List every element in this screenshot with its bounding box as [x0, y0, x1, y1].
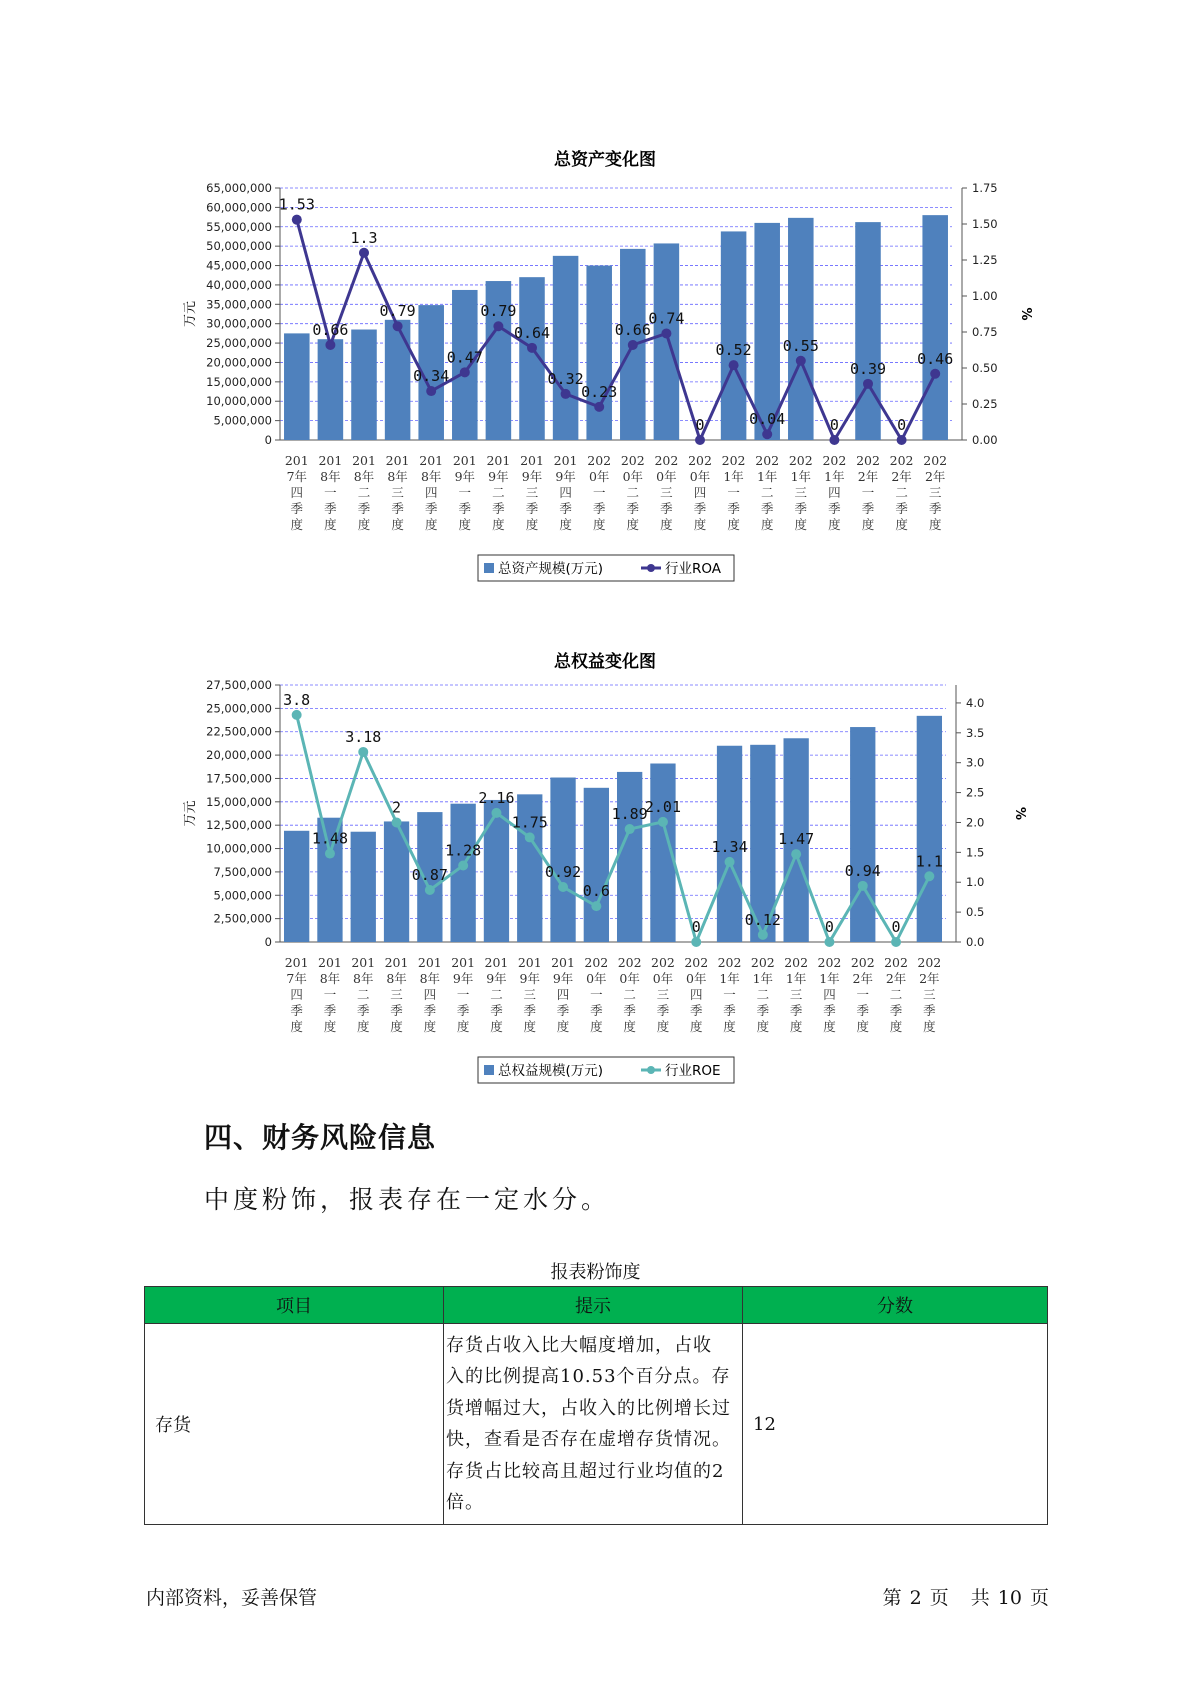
line-point: [628, 340, 638, 350]
page-prefix: 第: [882, 1587, 902, 1609]
x-tick-label: 202 0年四季度: [688, 453, 712, 532]
line-point: [762, 429, 772, 439]
x-tick-label: 201 9年三季度: [520, 453, 544, 532]
line-point: [729, 360, 739, 370]
line-point: [558, 882, 568, 892]
x-tick-label: 201 7年四季度: [284, 955, 309, 1034]
total-assets-chart: [0, 140, 1191, 590]
y2-tick-label: 2.5: [966, 785, 985, 800]
line-point: [325, 340, 335, 350]
page-total: 10: [997, 1587, 1022, 1609]
line-point: [796, 356, 806, 366]
chart-title: 总权益变化图: [554, 652, 656, 672]
bar: [922, 215, 948, 440]
y2-tick-label: 0.00: [972, 433, 998, 447]
y-tick-label: 0: [264, 935, 272, 949]
y2-tick-label: 3.5: [966, 725, 985, 740]
table-row: [145, 1324, 1048, 1525]
x-tick-label: 201 8年三季度: [384, 955, 409, 1034]
data-label: 1.47: [778, 830, 815, 849]
y-tick-label: 10,000,000: [206, 394, 272, 409]
x-tick-label: 202 1年三季度: [784, 955, 809, 1034]
x-tick-label: 201 9年一季度: [451, 955, 476, 1034]
line-point: [460, 367, 470, 377]
y-tick-label: 50,000,000: [206, 239, 272, 254]
x-tick-label: 202 0年三季度: [651, 955, 675, 1034]
page-current: 2: [909, 1587, 922, 1609]
x-tick-label: 202 2年三季度: [923, 453, 948, 532]
x-tick-label: 202 2年二季度: [889, 453, 914, 532]
data-label: 0.6: [582, 882, 610, 901]
line-point: [829, 435, 839, 445]
y-tick-label: 30,000,000: [206, 316, 272, 331]
column-header-hint: 提示: [444, 1287, 743, 1324]
data-label: 0.34: [413, 367, 450, 386]
data-label: 3.8: [283, 690, 311, 709]
legend-bar-swatch: [484, 1065, 494, 1075]
line-point: [458, 860, 468, 870]
data-label: 2.16: [478, 788, 515, 807]
x-tick-label: 202 2年一季度: [850, 955, 875, 1034]
data-label: 0: [891, 918, 901, 936]
line-point: [695, 435, 705, 445]
legend-bar-label: 总资产规模(万元): [498, 561, 604, 577]
data-label: 0.23: [581, 382, 618, 401]
y2-tick-label: 1.25: [972, 253, 998, 267]
x-tick-label: 201 8年二季度: [351, 955, 376, 1034]
x-tick-label: 201 8年四季度: [419, 453, 444, 532]
x-tick-label: 202 1年四季度: [822, 453, 847, 532]
line-point: [491, 808, 501, 818]
y2-axis-label: %: [1012, 806, 1027, 821]
data-label: 0: [691, 918, 701, 936]
data-label: 2.01: [644, 797, 682, 816]
bar: [351, 330, 377, 440]
hint-line: 倍。: [446, 1492, 484, 1513]
line-point: [824, 937, 834, 947]
data-label: 0.66: [614, 320, 651, 339]
legend-line-label: 行业ROA: [665, 561, 722, 577]
y2-tick-label: 1.0: [966, 875, 985, 890]
section-heading: 四、财务风险信息: [204, 1121, 437, 1154]
data-label: 0.64: [513, 323, 551, 342]
x-tick-label: 201 9年一季度: [452, 453, 477, 532]
line-point: [393, 321, 403, 331]
legend-line-label: 行业ROE: [665, 1063, 721, 1079]
hint-line: 快，查看是否存在虚增存货情况。: [446, 1429, 731, 1450]
total-equity-chart-svg: [0, 642, 1191, 1092]
bar: [385, 320, 411, 440]
line-point: [325, 849, 335, 859]
y-tick-label: 2,500,000: [213, 911, 272, 926]
data-label: 1.48: [311, 829, 349, 848]
cell-hint: [444, 1324, 743, 1525]
y-tick-label: 40,000,000: [206, 277, 272, 292]
y-tick-label: 10,000,000: [206, 841, 272, 856]
line-point: [891, 937, 901, 947]
total-prefix: 共: [970, 1587, 990, 1609]
hint-line: 入的比例提高10.53个百分点。存: [446, 1366, 731, 1387]
line-point: [625, 824, 635, 834]
bar: [617, 772, 642, 942]
legend-bar-swatch: [484, 563, 494, 573]
x-tick-label: 202 1年二季度: [750, 955, 775, 1034]
footer-page-number: [875, 1583, 1049, 1610]
x-tick-label: 201 8年三季度: [385, 453, 410, 532]
bar: [850, 727, 875, 942]
data-label: 0.87: [411, 866, 448, 885]
bar: [550, 778, 575, 942]
bar: [284, 333, 310, 440]
x-tick-label: 202 0年三季度: [654, 453, 679, 532]
y-tick-label: 27,500,000: [206, 678, 272, 692]
x-tick-label: 202 1年一季度: [721, 453, 746, 532]
bar: [586, 266, 612, 440]
y-tick-label: 45,000,000: [206, 258, 272, 273]
table-caption: 报表粉饰度: [550, 1262, 641, 1283]
x-tick-label: 202 1年二季度: [755, 453, 780, 532]
x-tick-label: 201 9年二季度: [484, 955, 509, 1034]
y2-tick-label: 1.50: [972, 217, 998, 231]
y-tick-label: 22,500,000: [206, 724, 272, 739]
bar: [351, 832, 376, 942]
data-label: 0.47: [446, 348, 483, 367]
data-label: 0: [695, 416, 705, 434]
data-label: 1.34: [711, 837, 748, 856]
line-point: [525, 832, 535, 842]
data-label: 1.75: [511, 813, 548, 832]
bar: [754, 223, 780, 440]
y-tick-label: 12,500,000: [206, 818, 272, 833]
y-tick-label: 25,000,000: [206, 701, 272, 716]
hint-line: 存货占比较高且超过行业均值的2: [446, 1460, 725, 1482]
total-equity-chart: [0, 642, 1191, 1092]
line-point: [292, 710, 302, 720]
data-label: 1.1: [915, 852, 943, 871]
x-tick-label: 201 8年一季度: [318, 453, 343, 532]
y2-tick-label: 1.00: [972, 289, 998, 303]
y-tick-label: 20,000,000: [206, 748, 272, 763]
y-tick-label: 65,000,000: [206, 181, 272, 195]
x-tick-label: 201 9年四季度: [551, 955, 575, 1034]
data-label: 0.74: [648, 309, 685, 328]
x-tick-label: 202 1年四季度: [817, 955, 842, 1034]
y-tick-label: 17,500,000: [206, 771, 272, 786]
x-tick-label: 202 2年三季度: [917, 955, 942, 1034]
x-tick-label: 201 9年三季度: [517, 955, 542, 1034]
line-point: [658, 817, 668, 827]
data-label: 0.12: [744, 910, 781, 929]
line-point: [358, 747, 368, 757]
y2-tick-label: 0.50: [972, 361, 998, 375]
data-label: 0.92: [544, 863, 582, 882]
y-tick-label: 55,000,000: [206, 219, 272, 234]
hint-line: 货增幅过大，占收入的比例增长过: [446, 1397, 731, 1419]
y-tick-label: 5,000,000: [213, 413, 272, 428]
legend-line-marker: [647, 564, 655, 572]
cell-item: 存货: [145, 1324, 444, 1525]
line-point: [527, 343, 537, 353]
data-label: 0.52: [715, 341, 752, 360]
line-point: [591, 901, 601, 911]
y-tick-label: 7,500,000: [213, 864, 272, 879]
line-point: [661, 328, 671, 338]
y2-tick-label: 4.0: [966, 695, 985, 710]
line-point: [924, 871, 934, 881]
legend-bar-label: 总权益规模(万元): [498, 1063, 604, 1079]
data-label: 1.89: [611, 805, 648, 824]
data-label: 1.3: [350, 228, 378, 247]
bar: [553, 256, 579, 440]
risk-table: [144, 1286, 1048, 1525]
hint-line: 存货占收入比大幅度增加，占收: [446, 1334, 712, 1356]
data-label: 0.39: [849, 359, 887, 378]
x-tick-label: 202 1年三季度: [788, 453, 813, 532]
x-tick-label: 202 0年四季度: [684, 955, 709, 1034]
x-tick-label: 201 9年二季度: [486, 453, 511, 532]
bar: [917, 716, 942, 942]
data-label: 0: [897, 416, 907, 434]
data-label: 0.79: [379, 302, 416, 321]
y-tick-label: 5,000,000: [213, 888, 272, 903]
x-tick-label: 201 8年四季度: [417, 955, 442, 1034]
y-axis-label: 万元: [183, 300, 198, 328]
x-tick-label: 202 0年一季度: [584, 955, 609, 1034]
y-tick-label: 20,000,000: [206, 355, 272, 370]
line-point: [426, 386, 436, 396]
data-label: 0: [829, 416, 839, 434]
x-tick-label: 202 2年一季度: [856, 453, 880, 532]
y2-tick-label: 1.5: [966, 845, 985, 860]
x-tick-label: 202 0年一季度: [587, 453, 612, 532]
bar: [318, 339, 344, 440]
line-point: [392, 817, 402, 827]
x-tick-label: 202 0年二季度: [617, 955, 642, 1034]
data-label: 0.32: [547, 369, 584, 388]
data-label: 0.04: [749, 410, 786, 429]
x-tick-label: 201 7年四季度: [284, 453, 309, 532]
y-tick-label: 35,000,000: [206, 297, 272, 312]
line-point: [758, 930, 768, 940]
table-header-row: [145, 1287, 1048, 1324]
total-suffix: 页: [1029, 1587, 1049, 1609]
page-suffix: 页: [929, 1587, 949, 1609]
y-tick-label: 25,000,000: [206, 336, 272, 351]
y2-tick-label: 2.0: [966, 815, 985, 830]
y2-tick-label: 0.0: [966, 935, 985, 949]
risk-summary: 中度粉饰，报表存在一定水分。: [204, 1185, 611, 1214]
x-tick-label: 202 2年二季度: [884, 955, 908, 1034]
data-label: 0.46: [917, 349, 954, 368]
data-label: 1.28: [445, 841, 482, 860]
data-label: 1.53: [278, 195, 315, 214]
x-tick-label: 202 1年一季度: [717, 955, 742, 1034]
y2-tick-label: 3.0: [966, 755, 985, 770]
line-point: [359, 248, 369, 258]
line-point: [425, 885, 435, 895]
y2-tick-label: 0.5: [966, 905, 985, 920]
y2-tick-label: 0.25: [972, 397, 998, 411]
bar: [584, 788, 609, 942]
y-tick-label: 0: [264, 433, 272, 447]
x-tick-label: 201 8年一季度: [318, 955, 342, 1034]
bar: [721, 231, 747, 440]
data-label: 0.94: [844, 861, 881, 880]
total-assets-chart-svg: [0, 140, 1191, 590]
y-tick-label: 15,000,000: [206, 374, 272, 389]
y-tick-label: 15,000,000: [206, 794, 272, 809]
x-tick-label: 201 9年四季度: [553, 453, 578, 532]
y-tick-label: 60,000,000: [206, 200, 272, 215]
y2-tick-label: 0.75: [972, 325, 998, 339]
line-point: [725, 857, 735, 867]
y-axis-label: 万元: [183, 800, 198, 827]
line-point: [858, 881, 868, 891]
bar: [284, 831, 309, 942]
data-label: 2: [392, 798, 402, 817]
line-point: [897, 435, 907, 445]
data-label: 0.66: [312, 320, 349, 339]
x-tick-label: 201 8年二季度: [352, 453, 376, 532]
line-point: [594, 402, 604, 412]
chart-title: 总资产变化图: [554, 150, 656, 170]
bar: [654, 243, 680, 440]
footer-confidential-note: 内部资料，妥善保管: [146, 1587, 318, 1609]
data-label: 0: [824, 918, 834, 936]
y2-tick-label: 1.75: [972, 181, 998, 195]
line-point: [561, 389, 571, 399]
column-header-item: 项目: [145, 1287, 444, 1324]
legend-line-marker: [647, 1066, 655, 1074]
y2-axis-label: %: [1018, 307, 1033, 321]
line-point: [493, 321, 503, 331]
line-point: [863, 379, 873, 389]
data-label: 3.18: [345, 727, 382, 746]
bar: [855, 222, 881, 440]
line-point: [292, 215, 302, 225]
line-point: [930, 369, 940, 379]
column-header-score: 分数: [743, 1287, 1048, 1324]
data-label: 0.55: [782, 336, 819, 355]
x-tick-label: 202 0年二季度: [620, 453, 645, 532]
cell-score: 12: [743, 1324, 1048, 1525]
bar: [788, 218, 814, 440]
line-point: [691, 937, 701, 947]
data-label: 0.79: [480, 302, 517, 321]
line-point: [791, 849, 801, 859]
